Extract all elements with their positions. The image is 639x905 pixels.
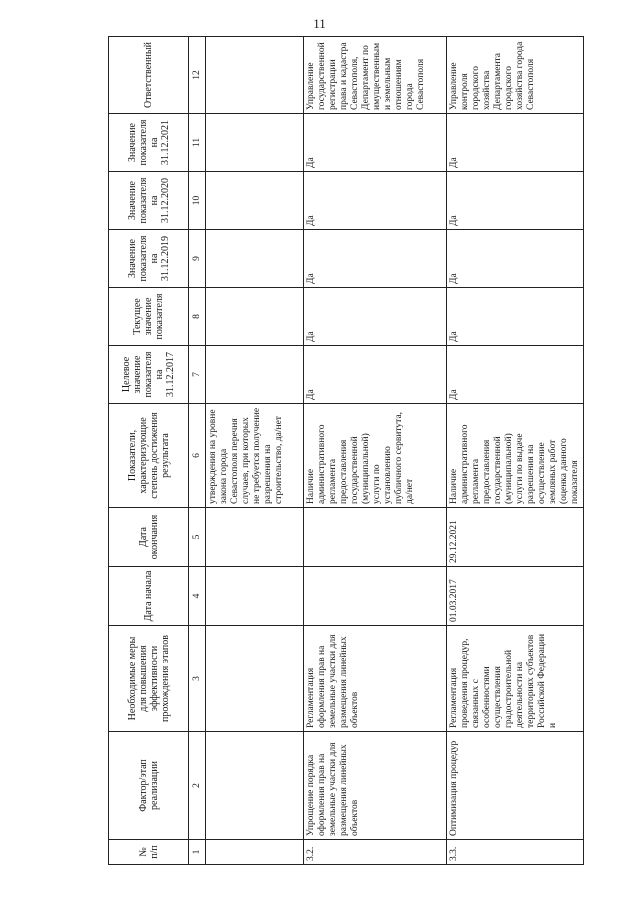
cell-start-date xyxy=(206,567,304,626)
header-cell: Дата начала xyxy=(109,567,189,626)
cell-indicator: Наличие административного регламента предоставления государственной (муниципальной) услуги по выдаче разрешения на осуществление земляных работ (оценка данного показателя xyxy=(447,404,584,508)
cell-measures xyxy=(206,626,304,732)
header-cell: Значение показателя на 31.12.2021 xyxy=(109,114,189,172)
column-number: 5 xyxy=(189,508,206,567)
header-cell: № п/п xyxy=(109,840,189,865)
cell-index: 3.3. xyxy=(447,840,584,865)
cell-value-2020 xyxy=(206,172,304,230)
column-number: 4 xyxy=(189,567,206,626)
table-container xyxy=(108,37,580,865)
header-cell: Значение показателя на 31.12.2020 xyxy=(109,172,189,230)
column-number-row xyxy=(189,37,206,865)
column-number: 9 xyxy=(189,230,206,288)
cell-current xyxy=(206,288,304,346)
cell-value-2021 xyxy=(206,114,304,172)
cell-end-date: 29.12.2021 xyxy=(447,508,584,567)
column-number: 3 xyxy=(189,626,206,732)
header-cell: Необходимые меры для повышения эффективности прохождения этапов xyxy=(109,626,189,732)
cell-responsible: Управление государственной регистрации права и кадастра Севастополя, Департамент по имущественным и земельным отношениям города Севастополя xyxy=(304,37,447,114)
cell-value-2020: Да xyxy=(304,172,447,230)
cell-target-2017: Да xyxy=(447,346,584,404)
header-cell: Ответственный xyxy=(109,37,189,114)
cell-end-date xyxy=(206,508,304,567)
page-number: 11 xyxy=(313,16,326,31)
cell-responsible xyxy=(206,37,304,114)
header-row xyxy=(109,37,189,865)
column-number: 7 xyxy=(189,346,206,404)
column-number: 8 xyxy=(189,288,206,346)
cell-factor xyxy=(206,732,304,840)
cell-factor: Оптимизация процедур xyxy=(447,732,584,840)
table-row xyxy=(447,37,584,865)
cell-value-2020: Да xyxy=(447,172,584,230)
header-cell: Фактор/этап реализации xyxy=(109,732,189,840)
column-number: 11 xyxy=(189,114,206,172)
header-cell: Текущее значение показателя xyxy=(109,288,189,346)
cell-current: Да xyxy=(447,288,584,346)
cell-target-2017 xyxy=(206,346,304,404)
cell-target-2017: Да xyxy=(304,346,447,404)
cell-measures: Регламентация оформления прав на земельные участки для размещения линейных объектов xyxy=(304,626,447,732)
cell-start-date xyxy=(304,567,447,626)
header-cell: Дата окончания xyxy=(109,508,189,567)
cell-current: Да xyxy=(304,288,447,346)
column-number: 6 xyxy=(189,404,206,508)
cell-value-2021: Да xyxy=(447,114,584,172)
cell-responsible: Управление контроля городского хозяйства Департамента городского хозяйства города Севастополя xyxy=(447,37,584,114)
cell-start-date: 01.03.2017 xyxy=(447,567,584,626)
column-number: 10 xyxy=(189,172,206,230)
cell-value-2019: Да xyxy=(304,230,447,288)
header-cell: Показатели, характеризующие степень достижения результата xyxy=(109,404,189,508)
cell-index: 3.2. xyxy=(304,840,447,865)
cell-value-2021: Да xyxy=(304,114,447,172)
header-cell: Целевое значение показателя на 31.12.2017 xyxy=(109,346,189,404)
cell-indicator: Наличие административного регламента предоставления государственной (муниципальной) услуги по установлению публичного сервитута, да/нет xyxy=(304,404,447,508)
cell-end-date xyxy=(304,508,447,567)
cell-indicator: утверждения на уровне закона города Севастополя перечня случаев, при которых не требуется получение разрешения на строительство, да/нет xyxy=(206,404,304,508)
column-number: 1 xyxy=(189,840,206,865)
header-cell: Значение показателя на 31.12.2019 xyxy=(109,230,189,288)
cell-index xyxy=(206,840,304,865)
column-number: 2 xyxy=(189,732,206,840)
measures-table xyxy=(108,36,584,865)
table-row xyxy=(304,37,447,865)
cell-value-2019: Да xyxy=(447,230,584,288)
cell-measures: Регламентация проведения процедур, связанных с особенностями осуществления градостроительной деятельности на территориях субъектов Российской Федерации и xyxy=(447,626,584,732)
cell-value-2019 xyxy=(206,230,304,288)
table-row xyxy=(206,37,304,865)
column-number: 12 xyxy=(189,37,206,114)
cell-factor: Упрощение порядка оформления прав на земельные участки для размещения линейных объектов xyxy=(304,732,447,840)
